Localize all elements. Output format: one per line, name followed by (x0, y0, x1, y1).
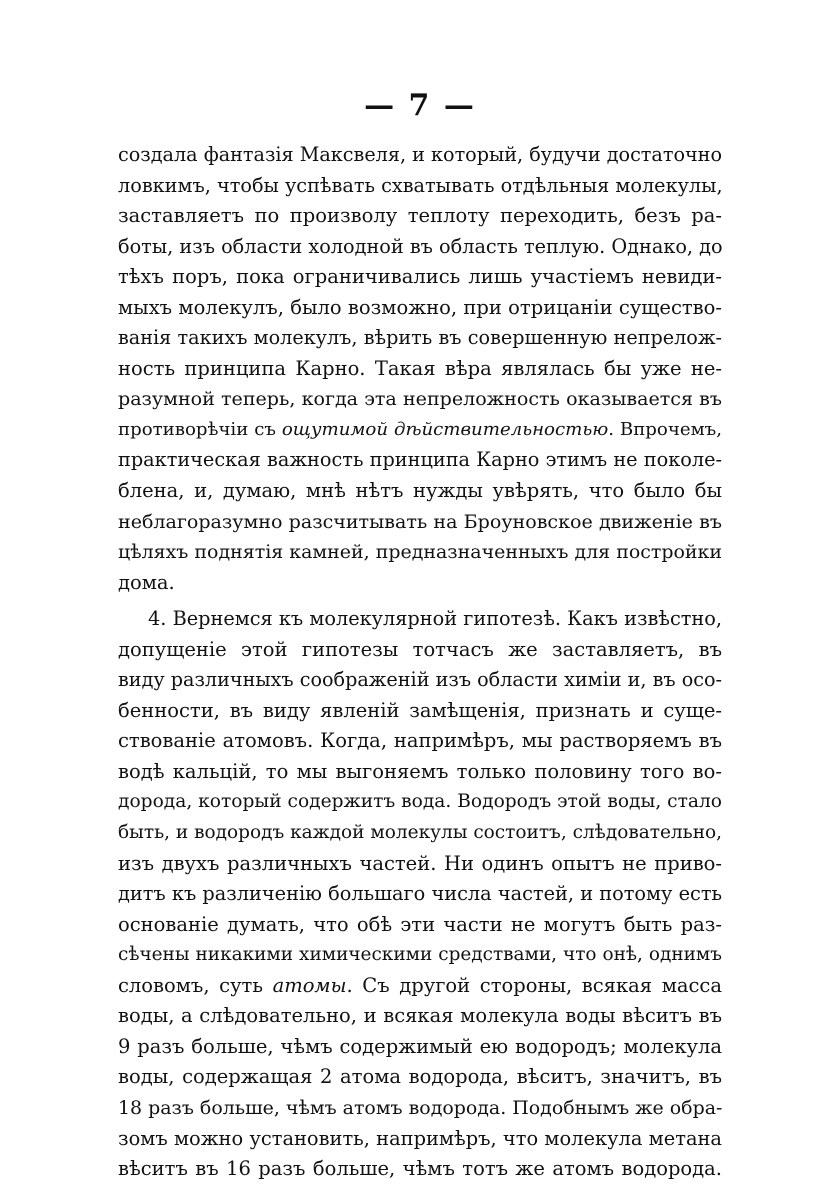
text-line: создала фантазія Максвеля, и который, будучи достаточно (118, 143, 722, 166)
body-text (118, 140, 722, 1185)
text-line: блена, и, думаю, мнѣ нѣтъ нужды увѣрять, что было бы (118, 479, 722, 503)
text-line: 18 разъ больше, чѣмъ атомъ водорода. Подобнымъ же обра- (118, 1096, 723, 1119)
text-line: допущеніе этой гипотезы тотчасъ же заставляетъ, въ (118, 637, 722, 661)
text-line: разумной теперь, когда эта непреложность оказывается въ (118, 388, 722, 411)
text-line: заставляетъ по произволу теплоту переходить, безъ ра- (118, 204, 722, 228)
text-line: ванія такихъ молекулъ, вѣрить въ совершенную непрелож- (118, 326, 722, 350)
text-line: словомъ, суть атомы. Съ другой стороны, всякая масса (118, 973, 722, 997)
text-line: ловкимъ, чтобы успѣвать схватывать отдѣльныя молекулы, (118, 173, 723, 197)
text-line: основаніе думать, что обѣ эти части не могутъ быть раз- (118, 912, 722, 936)
text-line: неблагоразумно разсчитывать на Броуновское движеніе въ (118, 510, 722, 533)
text-line: быть, и водородъ каждой молекулы состоитъ, слѣдовательно, (118, 822, 723, 844)
text-line: тѣхъ поръ, пока ограничивались лишь участіемъ невиди- (118, 265, 722, 289)
text-line: противорѣчіи съ ощутимой дѣйствительностью. Впрочемъ, (118, 418, 722, 440)
text-line: водѣ кальцій, то мы выгоняемъ только половину того во- (118, 759, 722, 783)
text-line: дитъ къ различенію большаго числа частей, и потому есть (118, 882, 722, 906)
paragraph-2 (118, 604, 722, 1184)
text-line: дома. (118, 570, 175, 594)
text-line: воды, содержащая 2 атома водорода, вѣситъ, значитъ, въ (118, 1065, 722, 1089)
text-line: бенности, въ виду явленій замѣщенія, признать и суще- (118, 698, 722, 722)
text-line: виду различныхъ соображеній изъ области химіи и, въ осо- (118, 668, 722, 692)
text-line: ствованіе атомовъ. Когда, напримѣръ, мы растворяемъ въ (118, 729, 722, 753)
text-line: практическая важность принципа Карно этимъ не поколе- (118, 448, 722, 472)
text-line: боты, изъ области холодной въ область теплую. Однако, до (118, 234, 723, 258)
text-line: изъ двухъ различныхъ частей. Ни одинъ опытъ не приво- (118, 851, 722, 875)
paragraph-1 (118, 140, 722, 598)
text-line: цѣляхъ поднятія камней, предназначенныхъ для постройки (118, 541, 722, 564)
text-line: вѣситъ въ 16 разъ больше, чѣмъ тотъ же атомъ водорода. (118, 1157, 722, 1181)
text-line: 9 разъ больше, чѣмъ содержимый ею водородъ; молекула (118, 1034, 722, 1058)
text-line: мыхъ молекулъ, было возможно, при отрицаніи существо- (118, 295, 722, 319)
text-line: сѣчены никакими химическими средствами, что онѣ, однимъ (118, 944, 722, 966)
text-line: воды, а слѣдовательно, и всякая молекула воды вѣситъ въ (118, 1004, 722, 1028)
text-line: дорода, который содержитъ вода. Водородъ этой воды, стало (118, 791, 722, 813)
text-line: зомъ можно установить, напримѣръ, что молекула метана (118, 1126, 722, 1150)
text-line: ность принципа Карно. Такая вѣра являлась бы уже не- (118, 356, 722, 380)
text-line: 4. Вернемся къ молекулярной гипотезѣ. Какъ извѣстно, (148, 607, 722, 631)
page-number: — 7 — (364, 88, 476, 123)
